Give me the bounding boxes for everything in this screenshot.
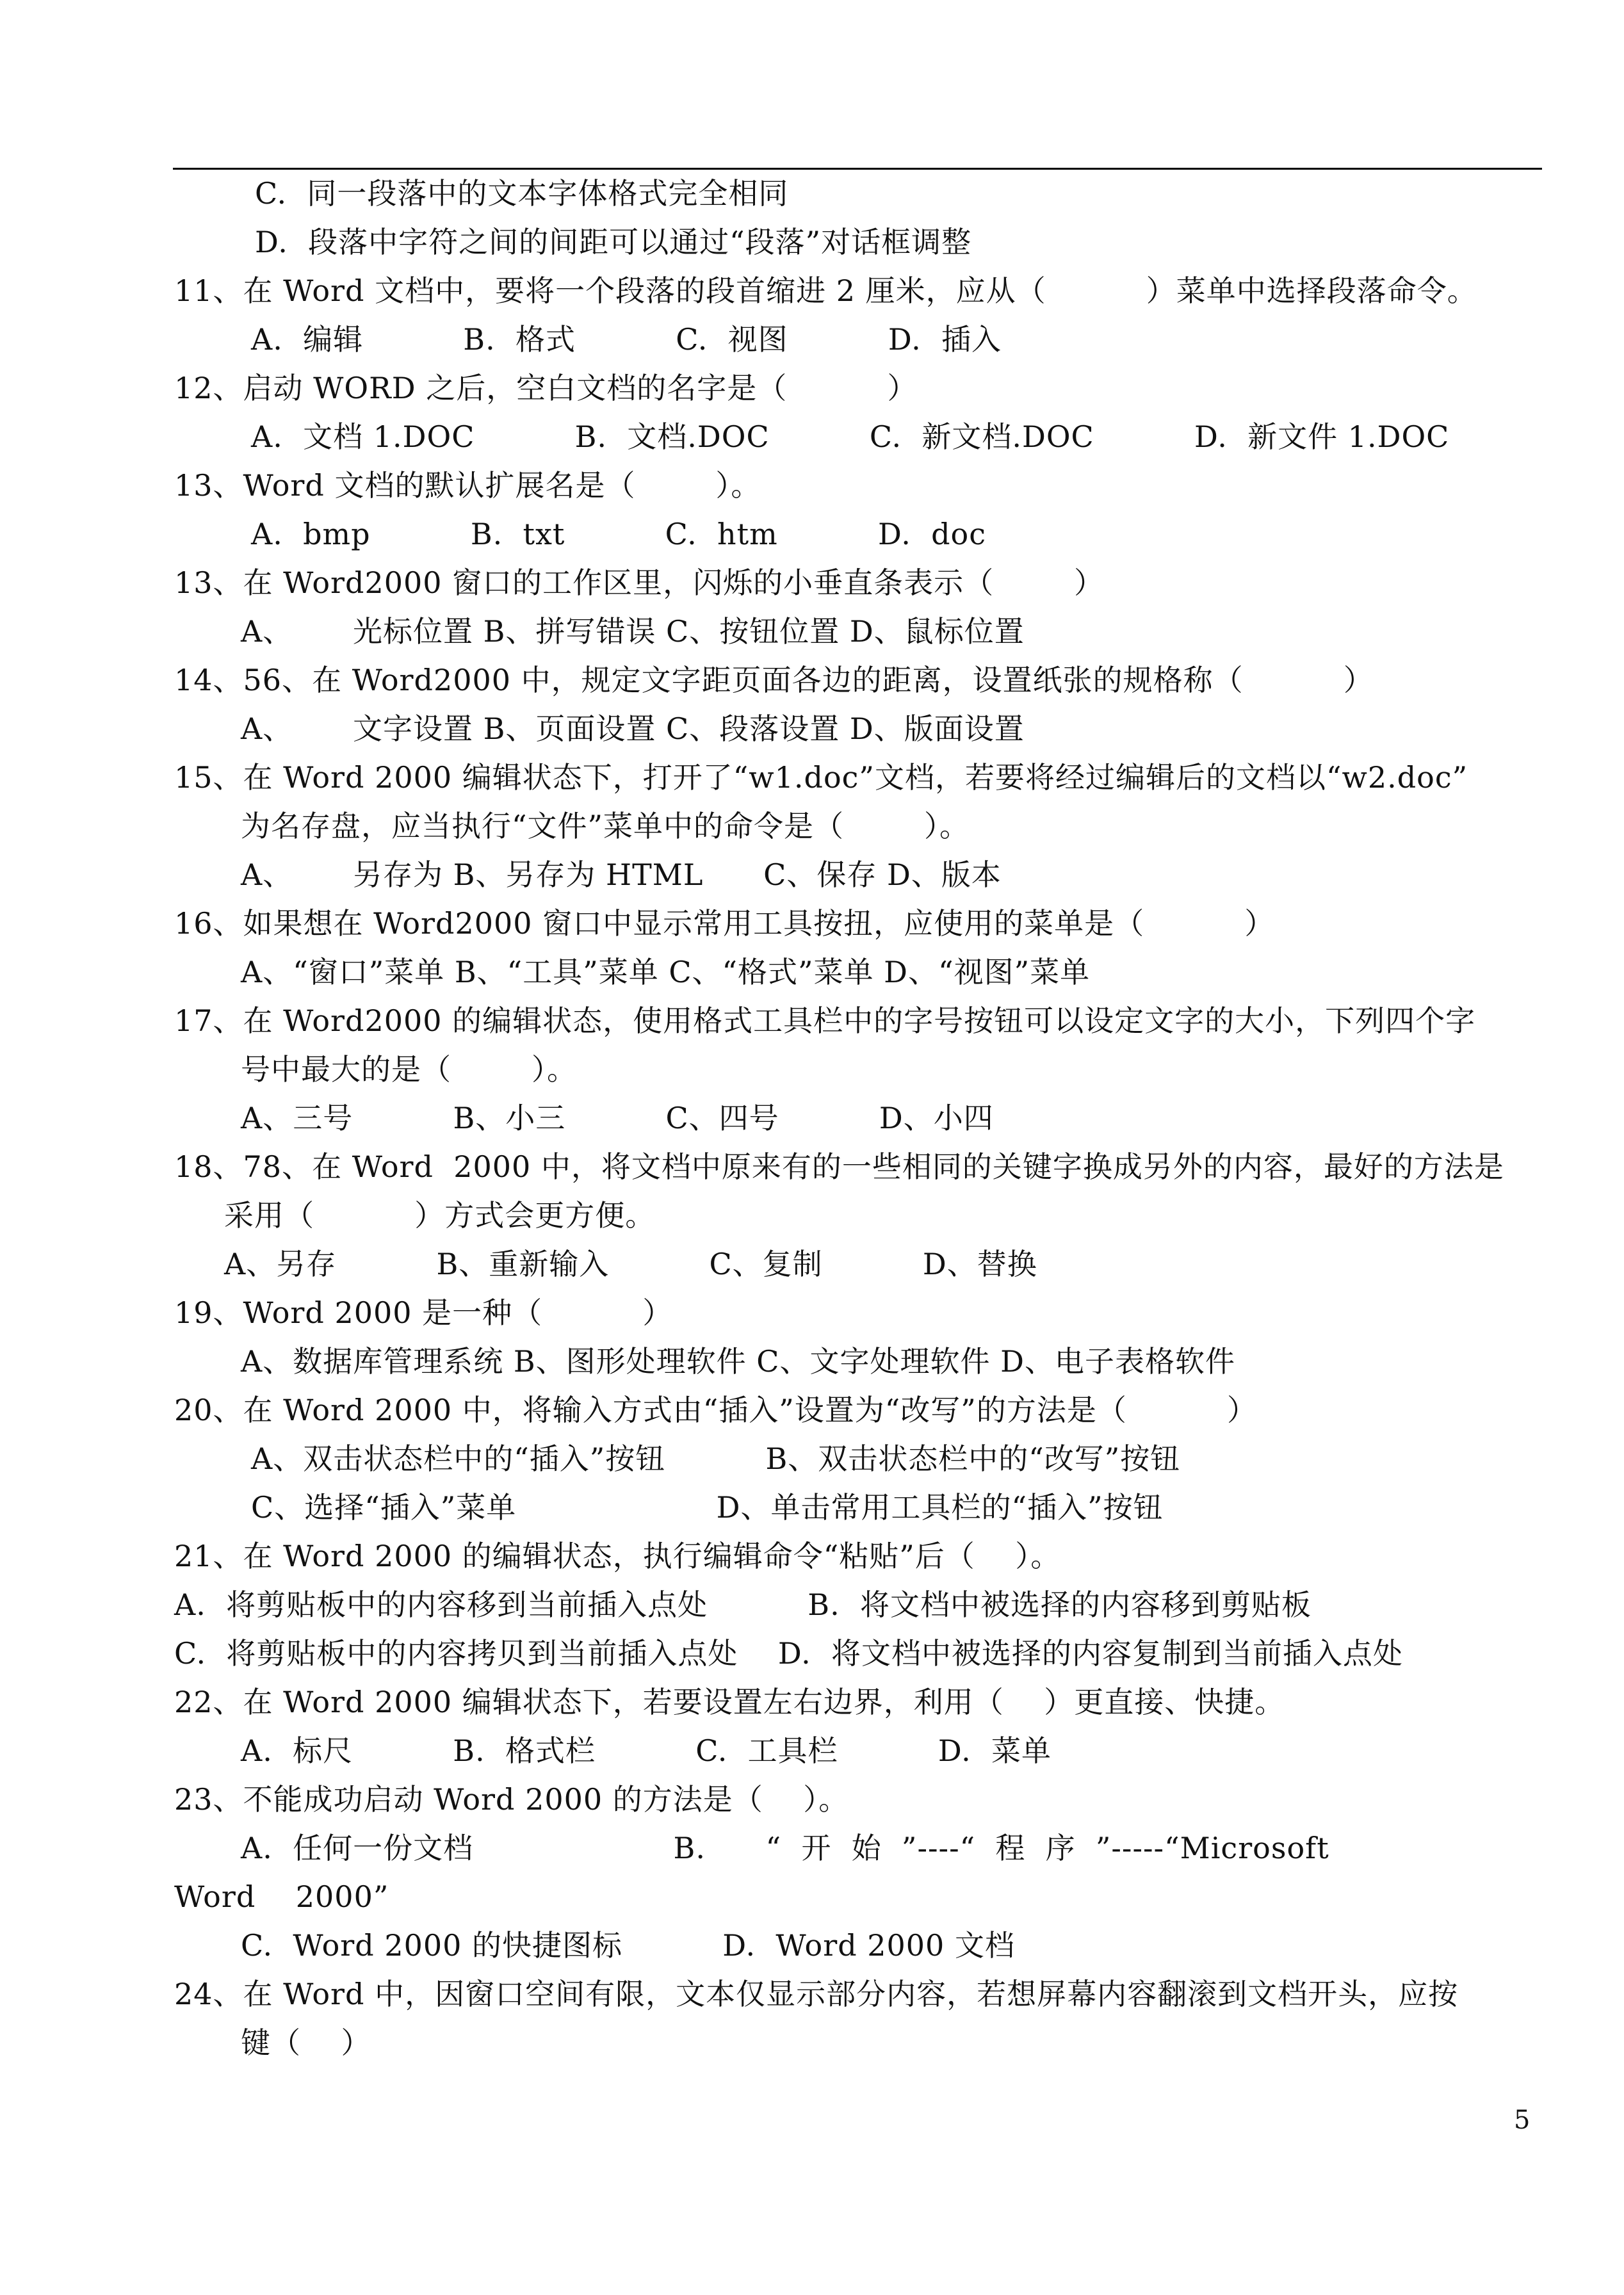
text-line: 14、56、在 Word2000 中，规定文字距页面各边的距离，设置纸张的规格称（ ） [174,663,1374,697]
text-line: 22、在 Word 2000 编辑状态下，若要设置左右边界，利用（ ）更直接、快捷。 [174,1685,1285,1719]
text-line: 键（ ） [241,2025,371,2060]
text-line: 23、不能成功启动 Word 2000 的方法是（ ）。 [174,1782,849,1817]
text-line: A. 文档 1.DOC B. 文档.DOC C. 新文档.DOC D. 新文件 1.DOC [251,419,1450,454]
text-line: A、双击状态栏中的“插入”按钮 B、双击状态栏中的“改写”按钮 [251,1441,1181,1476]
text-line: 15、在 Word 2000 编辑状态下，打开了“w1.doc”文档，若要将经过编辑后的文档以“w2.doc” [174,760,1468,795]
text-line: C、选择“插入”菜单 D、单击常用工具栏的“插入”按钮 [251,1490,1164,1525]
text-line: 21、在 Word 2000 的编辑状态，执行编辑命令“粘贴”后（ ）。 [174,1539,1061,1573]
text-line: 19、Word 2000 是一种（ ） [174,1295,673,1330]
text-line: 12、启动 WORD 之后，空白文档的名字是（ ） [174,371,918,405]
text-line: 13、在 Word2000 窗口的工作区里，闪烁的小垂直条表示（ ） [174,565,1105,600]
text-line: A、 文字设置 B、页面设置 C、段落设置 D、版面设置 [241,711,1025,746]
header-rule [173,168,1542,170]
text-line: 11、在 Word 文档中，要将一个段落的段首缩进 2 厘米，应从（ ）菜单中选择段落命令。 [174,273,1477,308]
text-line: 24、在 Word 中，因窗口空间有限，文本仅显示部分内容，若想屏幕内容翻滚到文档开头，应按 [174,1977,1459,2011]
text-line: Word 2000” [174,1879,389,1914]
text-line: 为名存盘，应当执行“文件”菜单中的命令是（ ）。 [241,809,970,843]
text-line: A. 标尺 B. 格式栏 C. 工具栏 D. 菜单 [241,1733,1052,1768]
text-line: D. 段落中字符之间的间距可以通过“段落”对话框调整 [255,225,972,259]
text-line: A. 将剪贴板中的内容移到当前插入点处 B. 将文档中被选择的内容移到剪贴板 [174,1587,1311,1622]
text-line: A、三号 B、小三 C、四号 D、小四 [241,1101,994,1135]
text-line: 13、Word 文档的默认扩展名是（ ）。 [174,468,761,503]
text-line: A、“窗口”菜单 B、“工具”菜单 C、“格式”菜单 D、“视图”菜单 [241,955,1091,989]
text-line: A、 另存为 B、另存为 HTML C、保存 D、版本 [241,857,1002,892]
text-line: A、另存 B、重新输入 C、复制 D、替换 [224,1247,1037,1281]
text-line: 16、如果想在 Word2000 窗口中显示常用工具按扭，应使用的菜单是（ ） [174,906,1275,941]
text-line: C. 将剪贴板中的内容拷贝到当前插入点处 D. 将文档中被选择的内容复制到当前插入点处 [174,1636,1404,1671]
text-line: C. Word 2000 的快捷图标 D. Word 2000 文档 [241,1928,1015,1963]
page-number: 5 [1514,2105,1531,2135]
text-line: C. 同一段落中的文本字体格式完全相同 [255,176,789,211]
text-line: A. bmp B. txt C. htm D. doc [251,517,987,551]
text-line: 采用（ ）方式会更方便。 [224,1198,656,1233]
text-line: 17、在 Word2000 的编辑状态，使用格式工具栏中的字号按钮可以设定文字的大小，下列四个字 [174,1003,1476,1038]
text-line: A、 光标位置 B、拼写错误 C、按钮位置 D、鼠标位置 [241,614,1025,649]
text-line: 号中最大的是（ ）。 [241,1052,577,1087]
text-line: 18、78、在 Word 2000 中，将文档中原来有的一些相同的关键字换成另外的内容，最好的方法是 [174,1149,1504,1184]
text-line: A. 任何一份文档 B. “ 开 始 ”----“ 程 序 ”-----“Microsoft [241,1831,1329,1865]
text-line: A. 编辑 B. 格式 C. 视图 D. 插入 [251,322,1002,357]
text-line: 20、在 Word 2000 中，将输入方式由“插入”设置为“改写”的方法是（ ） [174,1393,1258,1427]
text-line: A、数据库管理系统 B、图形处理软件 C、文字处理软件 D、电子表格软件 [241,1344,1235,1379]
